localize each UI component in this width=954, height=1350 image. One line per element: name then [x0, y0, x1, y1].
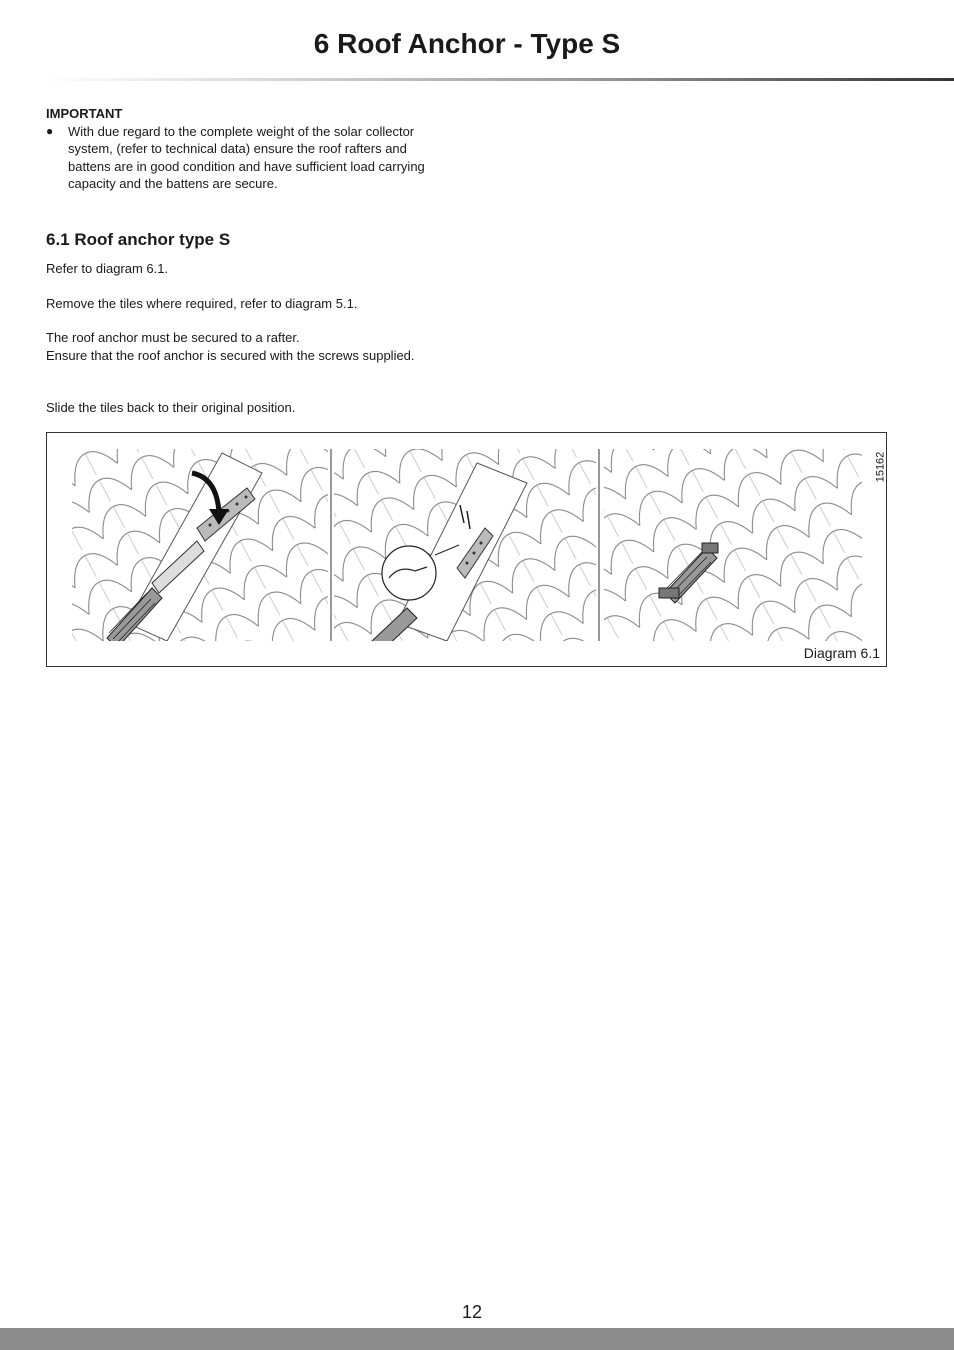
paragraph-slide-tiles: Slide the tiles back to their original position.: [46, 400, 296, 415]
title-divider: [40, 78, 954, 81]
roof-anchor-illustration: [47, 433, 886, 666]
important-label: IMPORTANT: [46, 106, 123, 121]
important-bullet: [46, 123, 438, 192]
paragraph-screws: Ensure that the roof anchor is secured with the screws supplied.: [46, 348, 415, 363]
panel-3-tiles-replaced: [604, 449, 862, 641]
panel-2-screw-anchor: [334, 449, 596, 648]
footer-bar: [0, 1328, 954, 1350]
section-heading: 6.1 Roof anchor type S: [46, 230, 231, 249]
diagram-reference-code: 15162: [874, 451, 887, 483]
paragraph-remove-tiles: Remove the tiles where required, refer to diagram 5.1.: [46, 296, 358, 311]
diagram-figure: [46, 432, 887, 667]
paragraph-refer-diagram: Refer to diagram 6.1.: [46, 261, 169, 276]
diagram-caption: Diagram 6.1: [803, 645, 880, 661]
page-number: 12: [461, 1302, 483, 1322]
page-title: 6 Roof Anchor - Type S: [313, 28, 621, 59]
panel-1-place-anchor: [72, 449, 328, 648]
bullet-icon: ●: [46, 124, 54, 138]
important-text: With due regard to the complete weight of the solar collector system, (refer to technical data) ensure the roof rafters and battens are in good condition and have sufficient load carrying capacity and the battens are secure.: [68, 124, 425, 191]
paragraph-secure-rafter: The roof anchor must be secured to a rafter.: [46, 330, 300, 345]
